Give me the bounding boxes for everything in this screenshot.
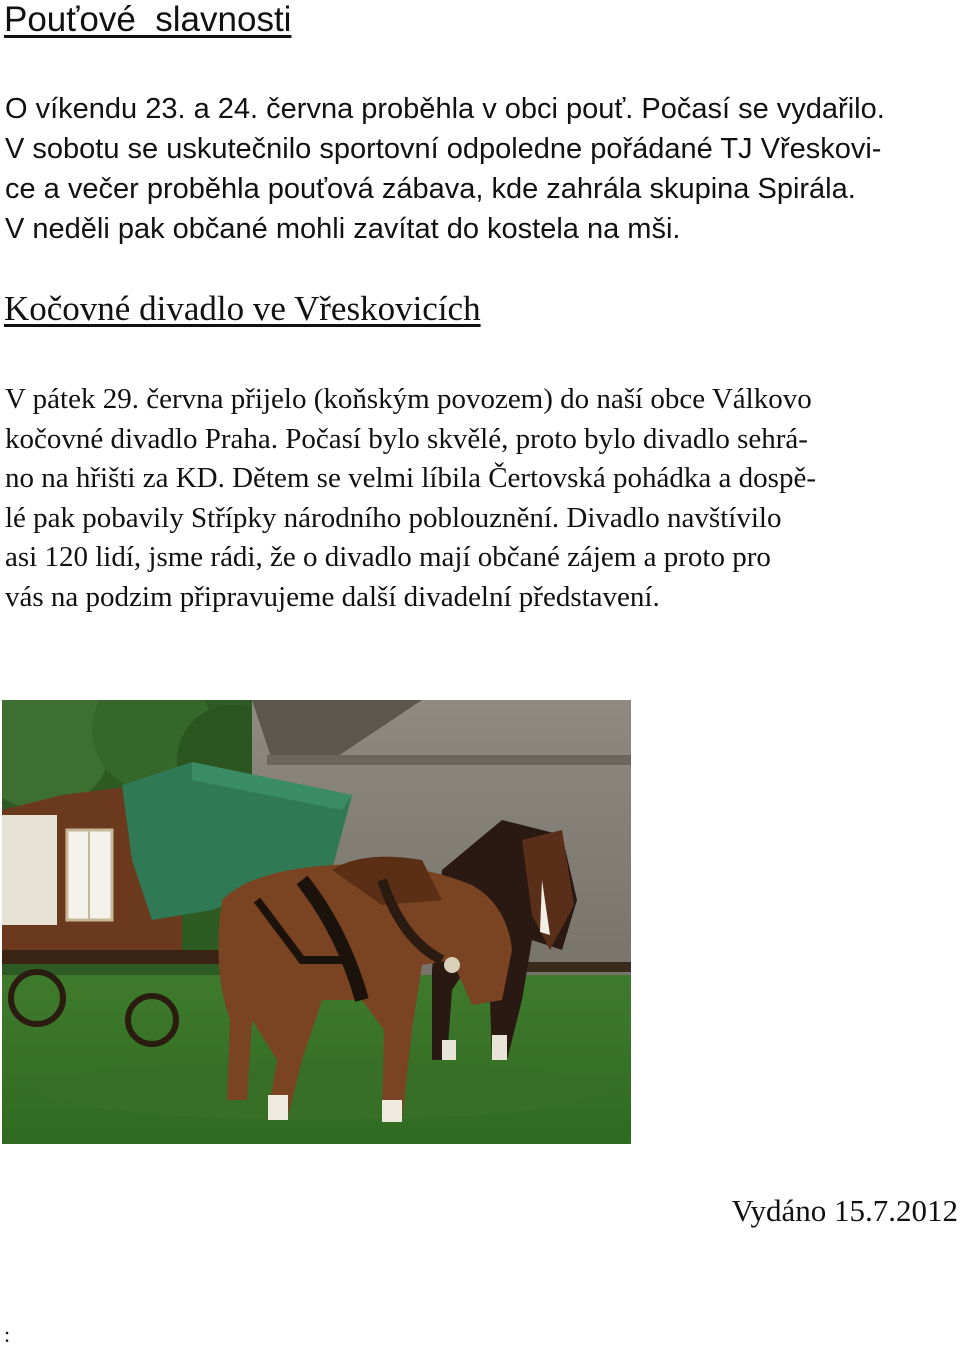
body-line: vás na podzim připravujeme další divadelní představení. bbox=[5, 580, 660, 613]
issue-date: Vydáno 15.7.2012 bbox=[731, 1193, 958, 1228]
article-body-divadlo bbox=[5, 380, 960, 617]
body-line: O víkendu 23. a 24. června proběhla v obci pouť. Počasí se vydařilo. bbox=[5, 93, 885, 125]
body-line: asi 120 lidí, jsme rádi, že o divadlo mají občané zájem a proto pro bbox=[5, 541, 771, 573]
photo-horses-wagon bbox=[2, 700, 631, 1144]
body-line: no na hřišti za KD. Dětem se velmi líbila Čertovská pohádka a dospě- bbox=[5, 462, 816, 494]
body-line: V neděli pak občané mohli zavítat do kostela na mši. bbox=[5, 213, 681, 245]
body-line: ce a večer proběhla pouťová zábava, kde zahrála skupina Spirála. bbox=[5, 173, 856, 205]
article-title-divadlo: Kočovné divadlo ve Vřeskovicích bbox=[4, 289, 481, 328]
article-title-pout: Pouťové slavnosti bbox=[4, 0, 292, 39]
body-line: lé pak pobavily Střípky národního poblouznění. Divadlo navštívilo bbox=[5, 501, 782, 534]
body-line: kočovné divadlo Praha. Počasí bylo skvělé, proto bylo divadlo sehrá- bbox=[5, 422, 808, 455]
article-body-pout bbox=[5, 89, 955, 249]
stray-mark: : bbox=[4, 1322, 11, 1347]
body-line: V pátek 29. června přijelo (koňským povozem) do naší obce Válkovo bbox=[5, 383, 812, 415]
body-line: V sobotu se uskutečnilo sportovní odpoledne pořádané TJ Vřeskovi- bbox=[5, 133, 882, 165]
